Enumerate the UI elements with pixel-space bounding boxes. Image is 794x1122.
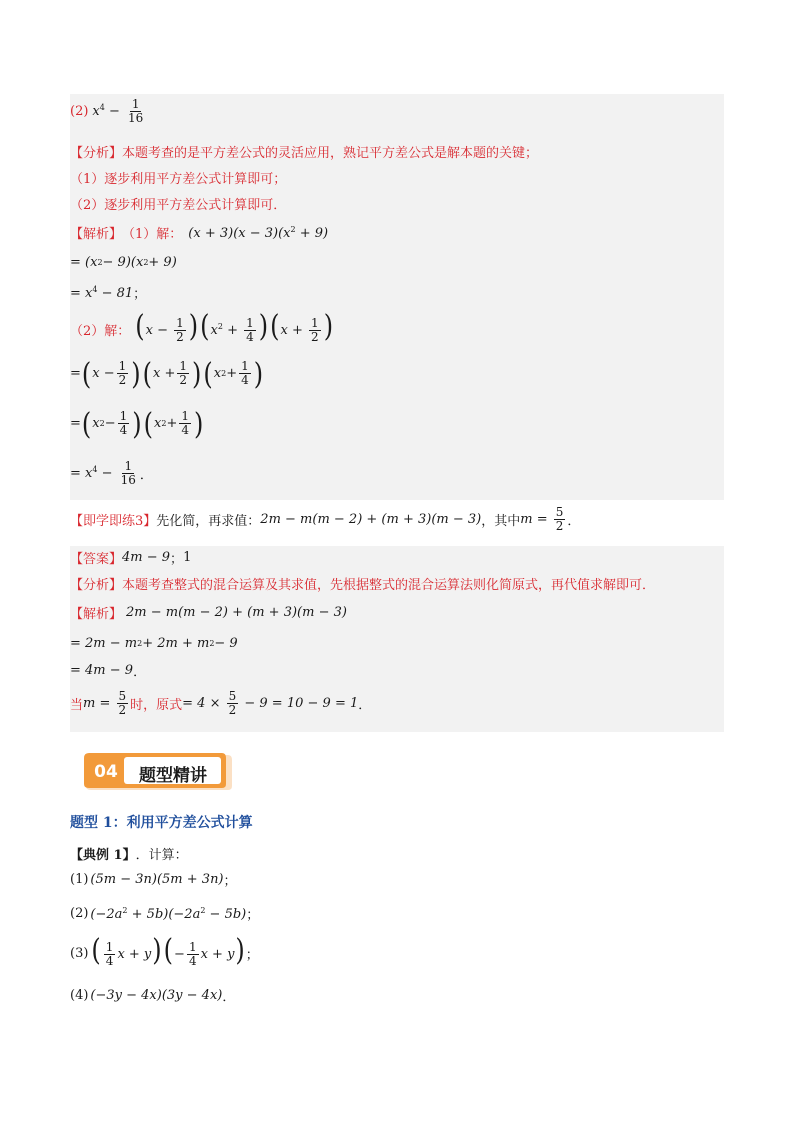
example-item-3: (3) ( $\frac{1}{4}$ x + y)(− $\frac{1}{4}$ x + y) ； bbox=[70, 932, 259, 968]
solution-step: = ( x 2 − $\frac{1}{4}$ ) ( x 2 + $\frac{1}{4}$ ) bbox=[70, 406, 204, 441]
section-number: 04 bbox=[94, 762, 118, 782]
type-1-heading: 题型 1：利用平方差公式计算 bbox=[70, 815, 253, 831]
analysis-line-3: 【分析】 本题考查整式的混合运算及其求值，先根据整式的混合运算法则化简原式，再代值求解即可． bbox=[70, 578, 656, 593]
example-1-line: 【典例 1】 ．计算： bbox=[70, 844, 188, 863]
practice-3-question: 【即学即练3】 先化简，再求值： 2m − m(m − 2) + (m + 3)(m − 3) ，其中 m = $\frac{5}{2}$ ． bbox=[70, 505, 581, 533]
section-title: 题型精讲 bbox=[139, 766, 207, 786]
question-2-line: (2) $x^4$ − $\frac{1}{16}$ bbox=[70, 97, 144, 125]
question-2-label: (2) bbox=[70, 104, 89, 119]
analysis-step-1: （1）逐步利用平方差公式计算即可； bbox=[70, 172, 287, 187]
solution-line-1: 【解析】 （1）解： $(x + 3)(x - 3)(x^2 + 9)$ bbox=[70, 224, 329, 242]
analysis-step-2: （2）逐步利用平方差公式计算即可． bbox=[70, 198, 287, 213]
analysis-label: 【分析】 bbox=[70, 146, 123, 161]
example-1-label: 【典例 1】 bbox=[70, 848, 136, 863]
analysis-line bbox=[70, 142, 538, 161]
answer-line: 【答案】 4m − 9 ； 1 bbox=[70, 550, 192, 567]
solution-step: = 2m − m 2 + 2m + m 2 − 9 bbox=[70, 636, 238, 651]
example-item-4: (4) (−3y − 4x)(3y − 4x) ． bbox=[70, 988, 236, 1005]
solution-step: = 4m − 9 ． bbox=[70, 663, 147, 680]
answer-label: 【答案】 bbox=[70, 552, 123, 567]
substitution-line: 当 m = $\frac{5}{2}$ 时，原式 = 4 × $\frac{5}{2}$ − 9 = 10 − 9 = 1 ． bbox=[70, 689, 372, 717]
solution-step: = ( x − $\frac{1}{2}$ ) ( x + $\frac{1}{2}$ ) ( x 2 + $\frac{1}{4}$ ) bbox=[70, 356, 264, 391]
solution-step: = (x 2 − 9)(x 2 + 9) bbox=[70, 255, 177, 270]
practice-3-label: 【即学即练3】 bbox=[70, 514, 157, 529]
solution-step: = $x^4 - 81$ ； bbox=[70, 284, 147, 302]
solution-line-3: 【解析】 2m − m(m − 2) + (m + 3)(m − 3) bbox=[70, 605, 347, 622]
solution-line-2: （2）解： (x − $\frac{1}{2}$ )($x^2$ + $\frac{1}{4}$ )(x + $\frac{1}{2}$ ) bbox=[70, 308, 334, 344]
example-item-2: (2) $(-2a^2 + 5b)(-2a^2 - 5b)$ ； bbox=[70, 905, 260, 923]
example-item-1: (1) (5m − 3n)(5m + 3n) ； bbox=[70, 872, 237, 889]
analysis-text: 本题考查的是平方差公式的灵活应用，熟记平方差公式是解本题的关键； bbox=[122, 146, 539, 161]
solution-step: = $x^4$ − $\frac{1}{16}$ ． bbox=[70, 459, 153, 487]
solution-label: 【解析】 bbox=[70, 227, 123, 242]
